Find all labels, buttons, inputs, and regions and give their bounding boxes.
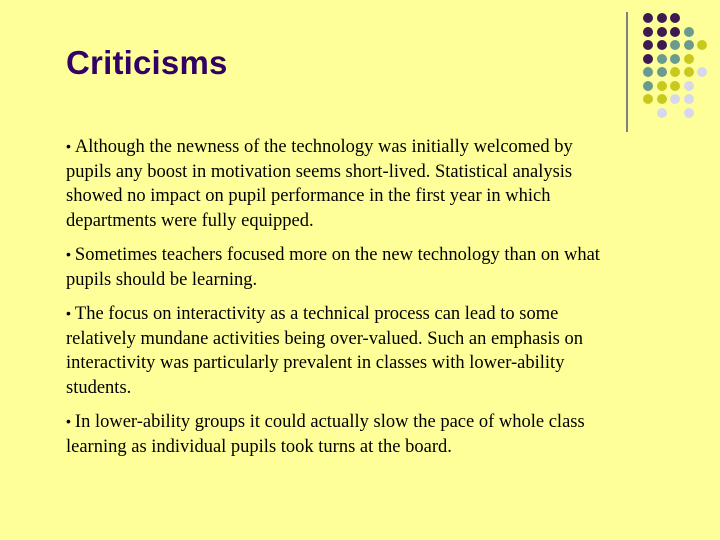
ornament-dot	[657, 81, 667, 91]
ornament-dot	[684, 40, 694, 50]
ornament-dot	[697, 67, 707, 77]
ornament-dot	[670, 27, 680, 37]
ornament-dot	[643, 54, 653, 64]
ornament-dot	[670, 54, 680, 64]
ornament-dot	[670, 13, 680, 23]
ornament-dot	[684, 67, 694, 77]
bullet-item	[66, 409, 606, 459]
bullet-item	[66, 134, 606, 233]
bullet-text: The focus on interactivity as a technical process can lead to some relatively mundane activities being over-valued. Such an emphasis on interactivity was particularly prevalent in classes with lower-ability students.	[66, 304, 583, 398]
ornament-dot	[670, 67, 680, 77]
ornament-dot	[643, 67, 653, 77]
ornament-dot	[684, 108, 694, 118]
ornament-dot	[684, 27, 694, 37]
bullet-marker: •	[66, 246, 71, 262]
dot-grid-ornament-icon	[640, 11, 720, 121]
ornament-dot	[657, 40, 667, 50]
ornament-dot	[657, 27, 667, 37]
ornament-dot	[657, 54, 667, 64]
ornament-dot	[643, 40, 653, 50]
bullet-list	[66, 134, 606, 468]
ornament-dot	[643, 27, 653, 37]
slide-title: Criticisms	[66, 44, 228, 81]
bullet-text: Although the newness of the technology was initially welcomed by pupils any boost in motivation seems short-lived. Statistical analysis showed no impact on pupil performance in the first year in which departments were fully equipped.	[66, 137, 573, 231]
ornament-dot	[670, 81, 680, 91]
bullet-item	[66, 301, 606, 400]
ornament-dot	[670, 40, 680, 50]
ornament-dot	[684, 81, 694, 91]
vertical-divider	[626, 12, 628, 132]
bullet-marker: •	[66, 305, 71, 321]
ornament-dot	[697, 40, 707, 50]
ornament-dot	[657, 94, 667, 104]
ornament-dot	[657, 67, 667, 77]
bullet-text: Sometimes teachers focused more on the new technology than on what pupils should be learning.	[66, 245, 600, 290]
ornament-dot	[643, 81, 653, 91]
bullet-text: In lower-ability groups it could actually slow the pace of whole class learning as individual pupils took turns at the board.	[66, 412, 585, 457]
ornament-dot	[670, 94, 680, 104]
ornament-dot	[684, 94, 694, 104]
bullet-marker: •	[66, 138, 71, 154]
bullet-marker: •	[66, 413, 71, 429]
ornament-dot	[657, 108, 667, 118]
ornament-dot	[657, 13, 667, 23]
bullet-item	[66, 242, 606, 292]
ornament-dot	[643, 13, 653, 23]
ornament-dot	[643, 94, 653, 104]
ornament-dot	[684, 54, 694, 64]
